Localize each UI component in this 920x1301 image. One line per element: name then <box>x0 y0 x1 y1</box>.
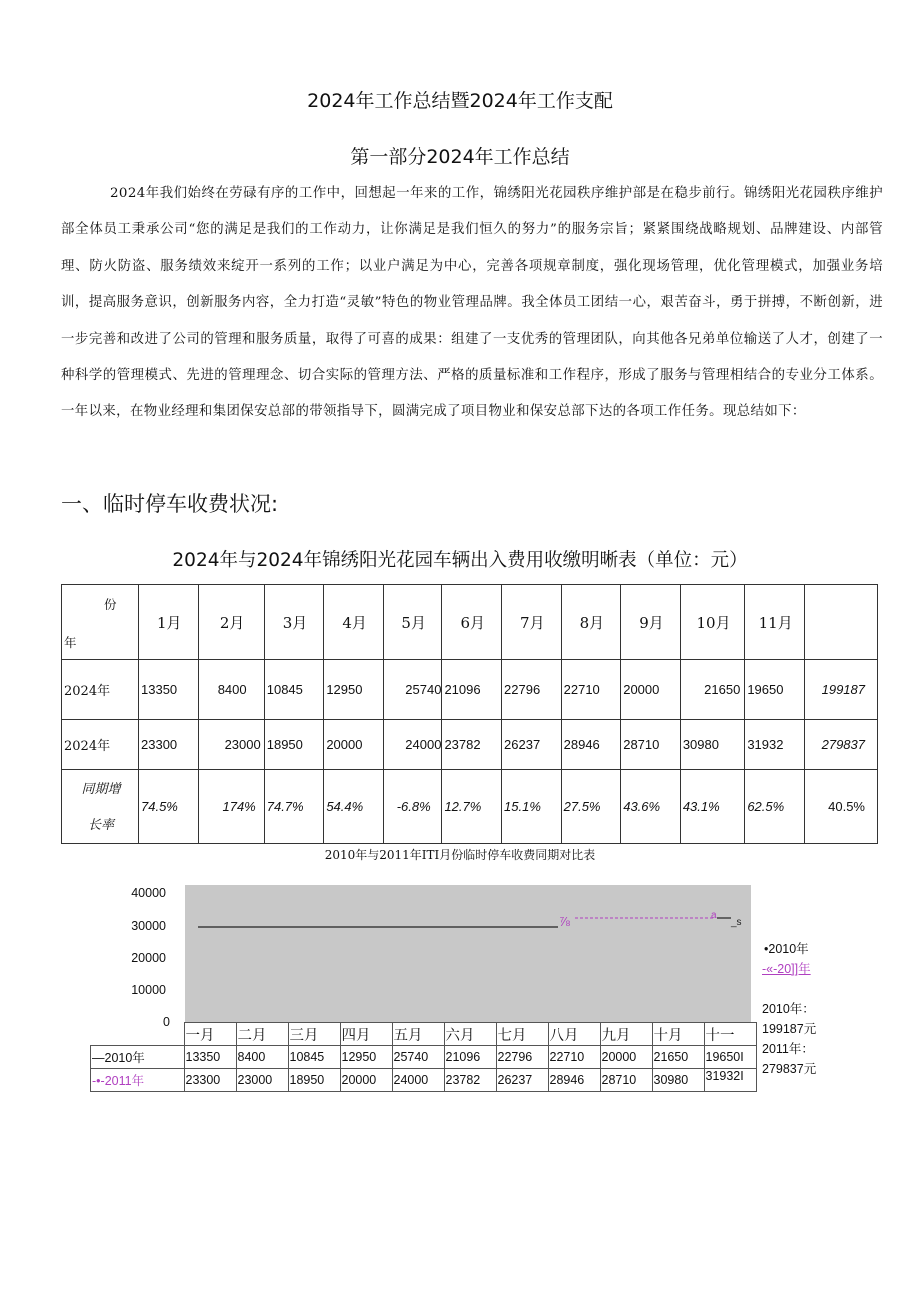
chart-table-cell: 21650 <box>652 1046 704 1069</box>
category-label: 八月 <box>548 1023 600 1046</box>
table-cell: 10845 <box>264 660 324 720</box>
total-2011-label: 2011年： <box>762 1042 814 1056</box>
chart-table-header <box>91 1023 757 1046</box>
chart-table-cell: 24000 <box>392 1069 444 1092</box>
chart-table-cell: 20000 <box>340 1069 392 1092</box>
category-label: 七月 <box>496 1023 548 1046</box>
month-header: 6月 <box>442 585 502 660</box>
chart-data-table <box>90 1022 757 1092</box>
total-2010-label: 2010年： <box>762 1002 815 1016</box>
table-row <box>62 660 878 720</box>
category-label: 二月 <box>236 1023 288 1046</box>
series-label-2010: —2010年 <box>91 1046 185 1069</box>
y-tick-label: 30000 <box>131 919 166 933</box>
table-row <box>62 720 878 770</box>
table-cell: 24000 <box>383 720 442 770</box>
category-label: 六月 <box>444 1023 496 1046</box>
chart-table-cell: 22796 <box>496 1046 548 1069</box>
month-header: 5月 <box>383 585 442 660</box>
y-tick-label: 20000 <box>131 951 166 965</box>
chart-table-cell: 10845 <box>288 1046 340 1069</box>
chart-table-cell: 19650I <box>704 1046 756 1069</box>
table-cell: -6.8% <box>383 770 442 844</box>
table-cell: 12.7% <box>442 770 502 844</box>
y-tick-label: 10000 <box>131 983 166 997</box>
month-header: 3月 <box>264 585 324 660</box>
chart-table-cell: 31932I <box>704 1069 756 1092</box>
chart-table-cell: 23782 <box>444 1069 496 1092</box>
table-cell: 28946 <box>561 720 621 770</box>
summary-paragraph: 2024年我们始终在劳碌有序的工作中，回想起一年来的工作，锦绣阳光花园秩序维护部是在稳步前行。锦绣阳光花园秩序维护部全体员工秉承公司“您的满足是我们的工作动力，让你满足是我们恒久的努力”的服务宗旨；紧紧围绕战略规划、品牌建设、内部管理、防火防盗、服务绩效来绽开一系列的工作；以业户满足为中心，完善各项规章制度，强化现场管理，优化管理模式，加强业务培训，提高服务意识，创新服务内容，全力打造“灵敏”特色的物业管理品牌。我全体员工团结一心，艰苦奋斗，勇于拼搏，不断创新，进一步完善和改进了公司的管理和服务质量，取得了可喜的成果：组建了一支优秀的管理团队，向其他各兄弟单位输送了人才，创建了一种科学的管理模式、先进的管理理念、切合实际的管理方法、严格的质量标准和工作程序，形成了服务与管理相结合的专业分工体系。一年以来，在物业经理和集团保安总部的带领指导下，圆满完成了项目物业和保安总部下达的各项工作任务。现总结如下： <box>61 186 883 420</box>
total-2011-value: 279837元 <box>762 1062 817 1076</box>
chart-mark-b: a <box>711 910 717 921</box>
category-label: 四月 <box>340 1023 392 1046</box>
chart-table-row-2011 <box>91 1069 757 1092</box>
total-2010-value: 199187元 <box>762 1022 817 1036</box>
chart-table-cell: 28946 <box>548 1069 600 1092</box>
table-cell: 74.5% <box>139 770 199 844</box>
chart-mark-c: _s <box>731 917 742 928</box>
table-cell: 27.5% <box>561 770 621 844</box>
row-total: 279837 <box>805 720 878 770</box>
category-label: 三月 <box>288 1023 340 1046</box>
table-cell: 23782 <box>442 720 502 770</box>
category-label: 一月 <box>184 1023 236 1046</box>
category-label: 九月 <box>600 1023 652 1046</box>
table-cell: 20000 <box>324 720 384 770</box>
table-cell: 174% <box>198 770 264 844</box>
row-label: 2024年 <box>62 660 139 720</box>
y-tick-label: 0 <box>163 1015 170 1029</box>
chart-table-cell: 26237 <box>496 1069 548 1092</box>
chart-table-cell: 21096 <box>444 1046 496 1069</box>
month-header: 9月 <box>621 585 681 660</box>
legend-item-2011: -«-20]]年 <box>762 962 811 976</box>
category-label: 五月 <box>392 1023 444 1046</box>
table-cell: 25740 <box>383 660 442 720</box>
corner-bottom-label: 年 <box>64 635 77 650</box>
table-cell: 62.5% <box>745 770 805 844</box>
chart-table-cell: 30980 <box>652 1069 704 1092</box>
y-tick-label: 40000 <box>131 886 166 900</box>
table-cell: 22710 <box>561 660 621 720</box>
growth-label-line1: 同期增 <box>81 780 121 796</box>
section-heading: 一、临时停车收费状况: <box>61 492 279 516</box>
table-cell: 23000 <box>198 720 264 770</box>
total-header-cell <box>805 585 878 660</box>
month-header: 7月 <box>502 585 562 660</box>
table-cell: 20000 <box>621 660 681 720</box>
month-header: 8月 <box>561 585 621 660</box>
table-cell: 31932 <box>745 720 805 770</box>
chart-mark-a: ⅞ <box>559 914 570 929</box>
chart-table-cell: 25740 <box>392 1046 444 1069</box>
part-heading: 第一部分2024年工作总结 <box>350 146 570 168</box>
chart-table-corner <box>91 1023 185 1046</box>
row-label: 2024年 <box>62 720 139 770</box>
table-row-growth <box>62 770 878 844</box>
category-label: 十月 <box>652 1023 704 1046</box>
chart-svg <box>185 885 751 1022</box>
document-title: 2024年工作总结暨2024年工作支配 <box>307 90 613 112</box>
chart-table-row-2010 <box>91 1046 757 1069</box>
month-header: 1月 <box>139 585 199 660</box>
growth-row-label <box>62 770 139 844</box>
table-cell: 21650 <box>680 660 745 720</box>
chart-table-cell: 23000 <box>236 1069 288 1092</box>
header-corner-cell <box>62 585 139 660</box>
table-cell: 54.4% <box>324 770 384 844</box>
chart-table-cell: 23300 <box>184 1069 236 1092</box>
table-cell: 13350 <box>139 660 199 720</box>
month-header: 4月 <box>324 585 384 660</box>
series-label-2011: -•-2011年 <box>91 1069 185 1092</box>
table-cell: 28710 <box>621 720 681 770</box>
table-cell: 43.1% <box>680 770 745 844</box>
table-cell: 21096 <box>442 660 502 720</box>
chart-table-cell: 28710 <box>600 1069 652 1092</box>
category-label: 十一 <box>704 1023 756 1046</box>
table-header-row <box>62 585 878 660</box>
table-cell: 8400 <box>198 660 264 720</box>
table-cell: 19650 <box>745 660 805 720</box>
table-cell: 30980 <box>680 720 745 770</box>
table-cell: 22796 <box>502 660 562 720</box>
growth-total: 40.5% <box>805 770 878 844</box>
chart-table-cell: 20000 <box>600 1046 652 1069</box>
chart-table-cell: 8400 <box>236 1046 288 1069</box>
table-cell: 74.7% <box>264 770 324 844</box>
chart-plot-area <box>185 885 751 1022</box>
chart-table-cell: 12950 <box>340 1046 392 1069</box>
table-cell: 15.1% <box>502 770 562 844</box>
table-cell: 12950 <box>324 660 384 720</box>
chart-table-cell: 13350 <box>184 1046 236 1069</box>
legend-item-2010: •2010年 <box>764 942 809 956</box>
month-header: 11月 <box>745 585 805 660</box>
table-title: 2024年与2024年锦绣阳光花园车辆出入费用收缴明晰表（单位：元） <box>172 550 748 571</box>
month-header: 2月 <box>198 585 264 660</box>
table-cell: 26237 <box>502 720 562 770</box>
month-header: 10月 <box>680 585 745 660</box>
chart-table-cell: 22710 <box>548 1046 600 1069</box>
growth-label-line2: 长率 <box>87 816 114 832</box>
chart-title: 2010年与2011年ITI月份临时停车收费同期对比表 <box>324 848 596 862</box>
corner-top-label: 份 <box>104 597 117 612</box>
table-cell: 18950 <box>264 720 324 770</box>
row-total: 199187 <box>805 660 878 720</box>
chart-table-cell: 18950 <box>288 1069 340 1092</box>
fee-table <box>61 584 878 844</box>
table-cell: 23300 <box>139 720 199 770</box>
table-cell: 43.6% <box>621 770 681 844</box>
